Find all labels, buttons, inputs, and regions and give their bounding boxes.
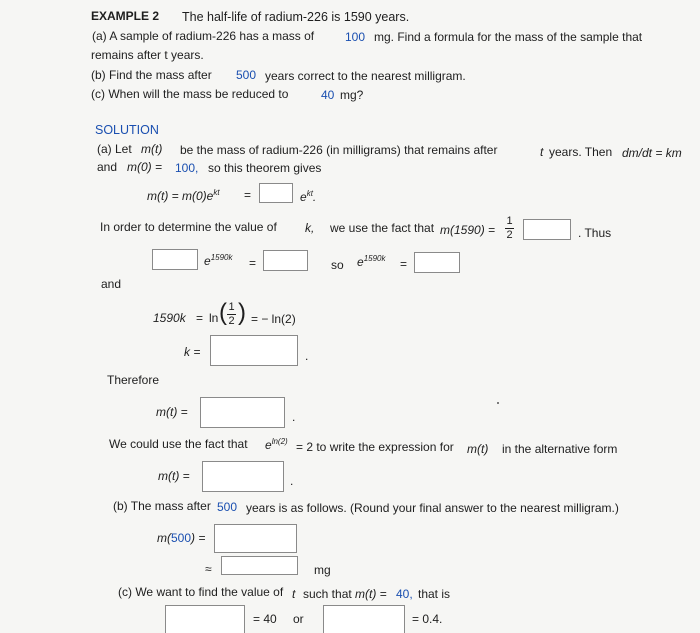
part-b-text-2: years correct to the nearest milligram. <box>265 69 466 83</box>
solution-p1-m: m(t) <box>141 142 163 156</box>
equals-2: = <box>400 257 408 271</box>
rhs-value-input[interactable] <box>263 250 308 271</box>
formula-equals: = <box>244 188 252 202</box>
lhs-coefficient-input[interactable] <box>152 249 198 270</box>
mt-label-alt: m(t) = <box>158 469 190 483</box>
left-paren: ( <box>219 299 227 326</box>
part-c-solution-2: such that <box>303 587 352 601</box>
solution-p1-c: years. Then <box>549 145 613 159</box>
example-label: EXAMPLE 2 <box>91 9 160 23</box>
part-a-text-1: (a) A sample of radium-226 has a mass of <box>92 29 315 43</box>
right-paren: ) <box>238 299 246 326</box>
m500-label: m(500) = <box>157 531 206 545</box>
so-text: so <box>331 258 344 272</box>
initial-mass-input[interactable] <box>523 219 571 240</box>
m500-expression-input[interactable] <box>214 524 297 553</box>
ln-rhs: = − ln(2) <box>251 312 296 326</box>
solution-p2-m0: m(0) = <box>127 160 163 174</box>
mt-alt-formula-input[interactable] <box>202 461 284 492</box>
fraction-one-half: 1 2 <box>506 215 513 241</box>
solution-p1-b: be the mass of radium-226 (in milligrams) that remains after <box>180 143 498 157</box>
ln-function: ln <box>209 311 219 325</box>
part-c-text-1: (c) When will the mass be reduced to <box>91 87 289 101</box>
alt-text-2: = 2 to write the expression for <box>296 440 454 454</box>
equals-04: = 0.4. <box>412 612 443 626</box>
formula-exp-term: $e^{kt}$. <box>300 189 317 204</box>
part-c-value: 40, <box>396 587 413 601</box>
example-intro: The half-life of radium-226 is 1590 years. <box>182 10 410 24</box>
solution-p1-t: t <box>540 145 544 159</box>
determine-text-1: In order to determine the value of <box>100 220 277 234</box>
solution-p2-rest: so this theorem gives <box>208 161 322 175</box>
part-c-text-2: mg? <box>340 88 364 102</box>
part-b-solution-1: (b) The mass after <box>113 499 211 513</box>
equals-40: = 40 <box>253 612 277 626</box>
alt-exp-term: $e^{ln(2)}$ <box>265 437 288 452</box>
or-text: or <box>293 612 304 626</box>
coefficient-input[interactable] <box>259 183 293 203</box>
formula-lhs: $m(t) = m(0)e^{kt}$ <box>147 188 220 203</box>
thus-text: . Thus <box>578 226 612 240</box>
part-c-equation-input[interactable] <box>165 605 245 633</box>
part-b-solution-years: 500 <box>217 500 238 514</box>
page-speck <box>497 402 499 404</box>
part-b-solution-2: years is as follows. (Round your final answer to the nearest milligram.) <box>246 501 619 515</box>
therefore-text: Therefore <box>107 373 160 387</box>
solution-p1-deriv: dm/dt = km <box>622 146 682 160</box>
part-a-text-3: remains after t years. <box>91 48 204 62</box>
k-answer-input[interactable] <box>210 335 298 366</box>
part-c-mt: m(t) = <box>355 587 387 601</box>
solution-p2-and: and <box>97 160 118 174</box>
part-b-text-1: (b) Find the mass after <box>91 68 212 82</box>
mt-label: m(t) = <box>156 405 188 419</box>
solution-p2-val: 100, <box>175 161 199 175</box>
part-a-text-2: mg. Find a formula for the mass of the sample that <box>374 30 643 44</box>
determine-k: k, <box>305 221 315 235</box>
mt-alt-period: . <box>290 474 294 488</box>
part-c-mass: 40 <box>321 88 335 102</box>
part-c-ratio-input[interactable] <box>323 605 405 633</box>
and-text: and <box>101 277 122 291</box>
part-b-years: 500 <box>236 68 257 82</box>
ln-lhs: 1590k <box>153 311 186 325</box>
alt-text-3: in the alternative form <box>502 442 618 456</box>
determine-text-2: we use the fact that <box>330 221 435 235</box>
fraction-ln-half: 1 2 <box>228 301 235 327</box>
mt-formula-input[interactable] <box>200 397 285 428</box>
determine-m1590: m(1590) = <box>440 223 496 237</box>
e1590-term-2: $e^{1590k}$ <box>357 254 386 269</box>
part-a-mass: 100 <box>345 30 366 44</box>
ln-equals: = <box>196 311 204 325</box>
e1590-term-1: $e^{1590k}$ <box>204 253 233 268</box>
approx-symbol: ≈ <box>205 562 212 576</box>
solution-heading: SOLUTION <box>95 123 159 137</box>
mt-period: . <box>292 410 296 424</box>
mg-unit: mg <box>314 563 331 577</box>
ratio-input[interactable] <box>414 252 460 273</box>
equals-1: = <box>249 256 257 270</box>
k-period: . <box>305 349 309 363</box>
part-c-solution-3: that is <box>418 587 451 601</box>
solution-p1-a: (a) Let <box>97 142 132 156</box>
part-c-t: t <box>292 587 296 601</box>
alt-text-1: We could use the fact that <box>109 437 248 451</box>
m500-rounded-input[interactable] <box>221 556 298 575</box>
alt-mt: m(t) <box>467 442 489 456</box>
k-label: k = <box>184 345 201 359</box>
part-c-solution-1: (c) We want to find the value of <box>118 585 284 599</box>
